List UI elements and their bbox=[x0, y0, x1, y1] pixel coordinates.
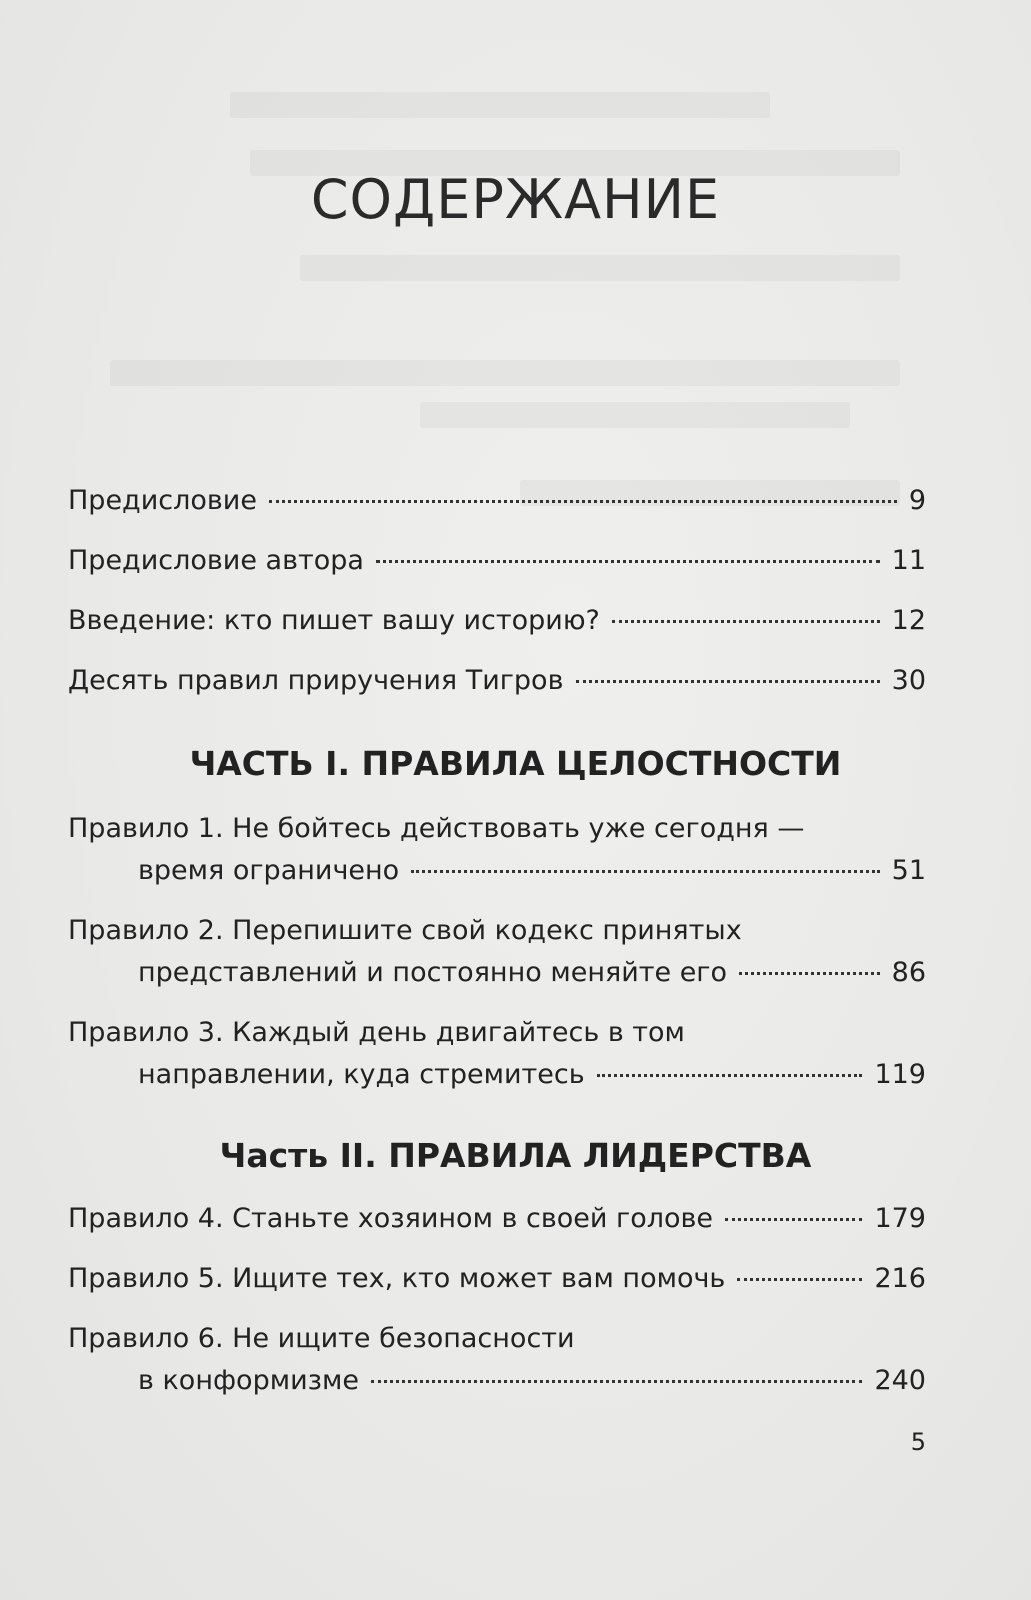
toc-page-number: 11 bbox=[891, 545, 926, 576]
toc-page-number: 51 bbox=[891, 855, 926, 886]
toc-entry-rule-1 bbox=[68, 808, 926, 892]
part-1-heading: ЧАСТЬ I. ПРАВИЛА ЦЕЛОСТНОСТИ bbox=[189, 744, 842, 783]
toc-entry-introduction bbox=[68, 600, 926, 642]
toc-entry-text-line1: Правило 1. Не бойтесь действовать уже сегодня — bbox=[68, 813, 805, 844]
toc-entry-rule-4 bbox=[68, 1198, 926, 1240]
toc-page-number: 240 bbox=[874, 1365, 926, 1396]
dot-leader bbox=[376, 560, 880, 563]
toc-entry-text: Правило 4. Станьте хозяином в своей голове bbox=[68, 1203, 714, 1234]
toc-entry-author-preface bbox=[68, 540, 926, 582]
toc-entry-text-line2: представлений и постоянно меняйте его bbox=[138, 957, 728, 988]
toc-entry-rule-3 bbox=[68, 1012, 926, 1096]
toc-entry-text-line1: Правило 2. Перепишите свой кодекс принятых bbox=[68, 915, 742, 946]
dot-leader bbox=[269, 500, 897, 503]
toc-entry-text-line1: Правило 6. Не ищите безопасности bbox=[68, 1323, 575, 1354]
show-through-line bbox=[300, 255, 900, 281]
dot-leader bbox=[737, 1278, 862, 1281]
dot-leader bbox=[612, 620, 880, 623]
toc-entry-text-line2: в конформизме bbox=[138, 1365, 359, 1396]
toc-page-number: 216 bbox=[874, 1263, 926, 1294]
dot-leader bbox=[597, 1074, 863, 1077]
dot-leader bbox=[739, 972, 880, 975]
page-title: СОДЕРЖАНИЕ bbox=[310, 168, 721, 231]
show-through-line bbox=[110, 360, 900, 386]
toc-entry-rule-6 bbox=[68, 1318, 926, 1402]
toc-page-number: 86 bbox=[891, 957, 926, 988]
part-2-heading: Часть II. ПРАВИЛА ЛИДЕРСТВА bbox=[219, 1136, 812, 1175]
toc-entry-ten-rules bbox=[68, 660, 926, 702]
toc-entry-text-line2: направлении, куда стремитесь bbox=[138, 1059, 585, 1090]
toc-entry-rule-2 bbox=[68, 910, 926, 994]
dot-leader bbox=[576, 680, 880, 683]
show-through-line bbox=[420, 402, 850, 428]
toc-entry-text-line1: Правило 3. Каждый день двигайтесь в том bbox=[68, 1017, 685, 1048]
toc-entry-text: Правило 5. Ищите тех, кто может вам помочь bbox=[68, 1263, 726, 1294]
toc-page-number: 179 bbox=[874, 1203, 926, 1234]
toc-entry-text-line2: время ограничено bbox=[138, 855, 400, 886]
toc-entry-text: Предисловие bbox=[68, 485, 257, 516]
toc-entry-rule-5 bbox=[68, 1258, 926, 1300]
toc-entry-text: Десять правил приручения Тигров bbox=[68, 665, 564, 696]
toc-entry-preface bbox=[68, 480, 926, 522]
toc-page-number: 119 bbox=[874, 1059, 926, 1090]
toc-entry-text: Введение: кто пишет вашу историю? bbox=[68, 605, 600, 636]
dot-leader bbox=[725, 1218, 862, 1221]
toc-page-number: 30 bbox=[891, 665, 926, 696]
dot-leader bbox=[371, 1380, 862, 1383]
dot-leader bbox=[411, 870, 879, 873]
toc-page-number: 12 bbox=[891, 605, 926, 636]
toc-page-number: 9 bbox=[908, 485, 926, 516]
show-through-line bbox=[230, 92, 770, 118]
page-number: 5 bbox=[910, 1428, 926, 1456]
toc-entry-text: Предисловие автора bbox=[68, 545, 364, 576]
